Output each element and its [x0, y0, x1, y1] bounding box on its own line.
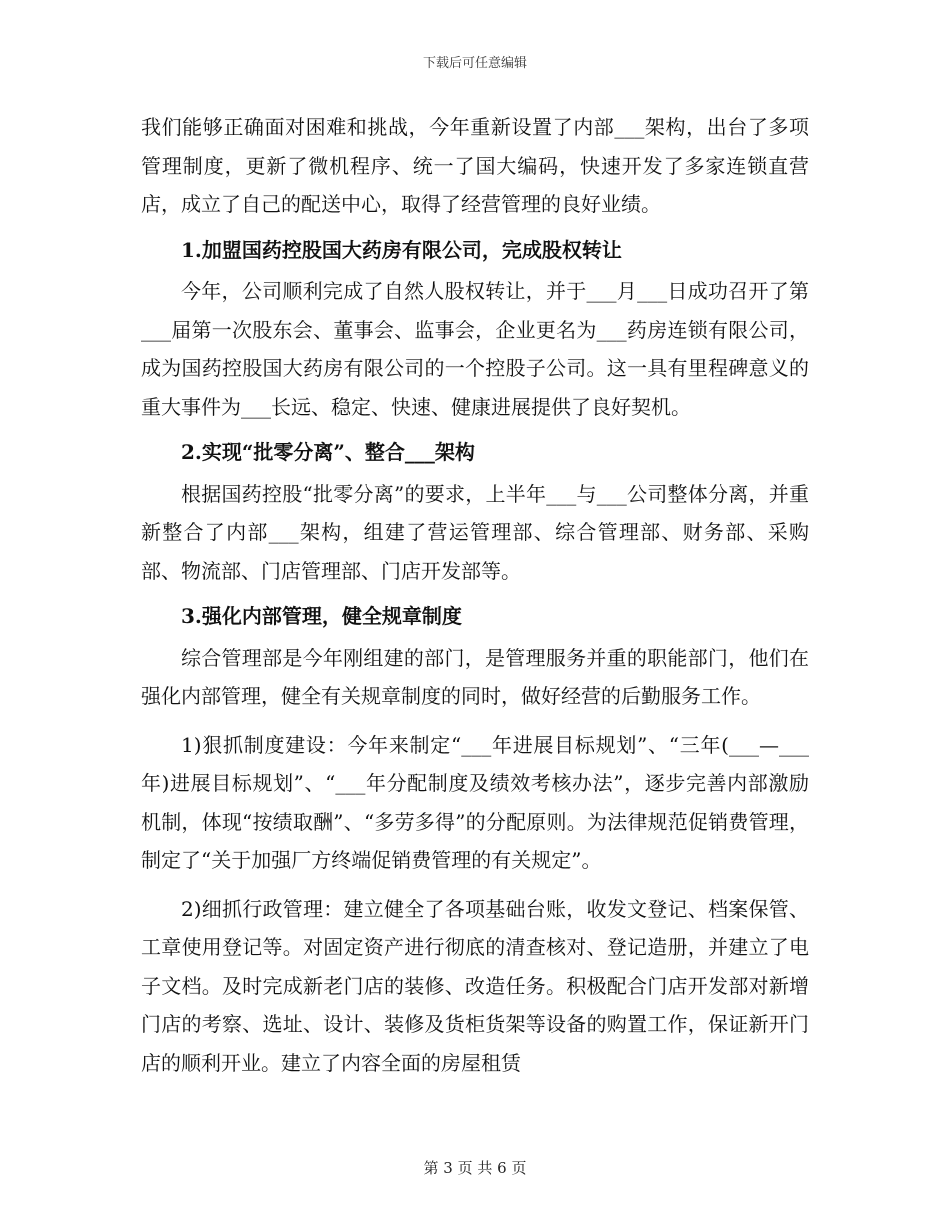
- document-body: [141, 108, 809, 1082]
- list-item-paragraph: 1)狠抓制度建设：今年来制定“___年进展目标规划”、“三年(___—___年)进展目标规划”、“___年分配制度及绩效考核办法”，逐步完善内部激励机制，体现“按绩取酬”、“多劳多得”的分配原则。为法律规范促销费管理，制定了“关于加强厂方终端促销费管理的有关规定”。: [141, 732, 809, 872]
- section-heading-2: 2.实现“批零分离”、整合___架构: [181, 440, 475, 464]
- paragraph: 我们能够正确面对困难和挑战，今年重新设置了内部___架构，出台了多项管理制度，更新了微机程序、统一了国大编码，快速开发了多家连锁直营店，成立了自己的配送中心，取得了经营管理的良好业绩。: [141, 115, 809, 216]
- section-heading-1: 1.加盟国药控股国大药房有限公司，完成股权转让: [181, 237, 622, 262]
- paragraph: 今年，公司顺利完成了自然人股权转让，并于___月___日成功召开了第___届第一次股东会、董事会、监事会，企业更名为___药房连锁有限公司，成为国药控股国大药房有限公司的一个控股子公司。这一具有里程碑意义的重大事件为___长远、稳定、快速、健康进展提供了良好契机。: [141, 279, 809, 419]
- list-item-paragraph: 2)细抓行政管理：建立健全了各项基础台账，收发文登记、档案保管、工章使用登记等。对固定资产进行彻底的清查核对、登记造册，并建立了电子文档。及时完成新老门店的装修、改造任务。积极配合门店开发部对新增门店的考察、选址、设计、装修及货柜货架等设备的购置工作，保证新开门店的顺利开业。建立了内容全面的房屋租赁: [141, 896, 809, 1075]
- page-header: 下载后可任意编辑: [422, 56, 527, 71]
- section-heading-3: 3.强化内部管理，健全规章制度: [181, 604, 462, 628]
- paragraph: 根据国药控股“批零分离”的要求，上半年___与___公司整体分离，并重新整合了内部___架构，组建了营运管理部、综合管理部、财务部、采购部、物流部、门店管理部、门店开发部等。: [141, 481, 809, 583]
- paragraph: 综合管理部是今年刚组建的部门，是管理服务并重的职能部门，他们在强化内部管理，健全有关规章制度的同时，做好经营的后勤服务工作。: [141, 645, 809, 708]
- page-footer: 第 3 页 共 6 页: [423, 1159, 527, 1177]
